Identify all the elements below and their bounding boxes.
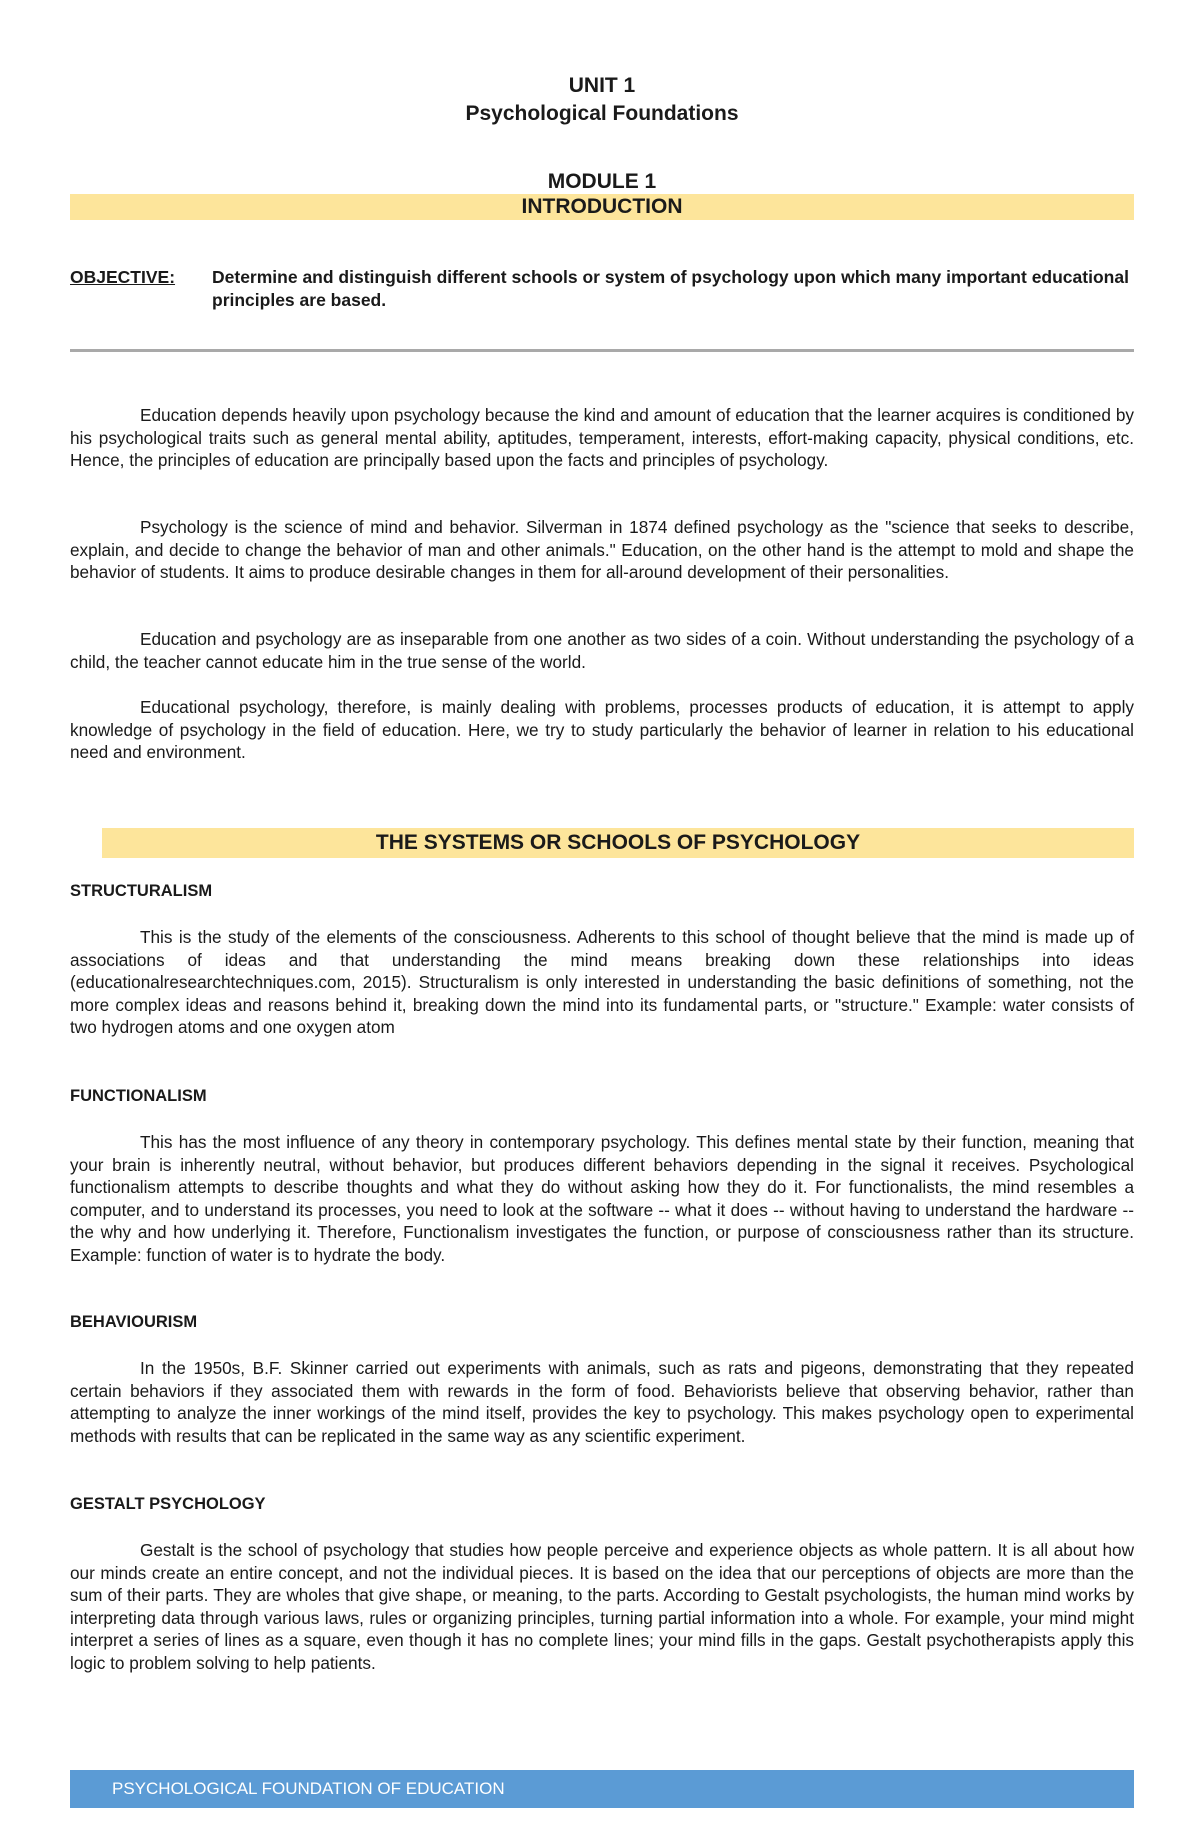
module-number: MODULE 1 <box>547 170 657 193</box>
document-page <box>70 0 1134 1835</box>
section-heading-structuralism: STRUCTURALISM <box>70 882 213 900</box>
intro-paragraph-2: Psychology is the science of mind and behavior. Silverman in 1874 defined psychology as the "science that seeks to describe, explain, and decide to change the behavior of man and other animals." Education, on the other hand is the attempt to mold and shape the behavior of students. It aims to produce desirable changes in them for all-around development of their personalities. <box>70 517 1134 583</box>
section-heading-behaviourism: BEHAVIOURISM <box>70 1313 198 1331</box>
section-text-functionalism: This has the most influence of any theory in contemporary psychology. This defines mental state by their function, meaning that your brain is inherently neutral, without behavior, but produces different behaviors depending in the signal it receives. Psychological functionalism attempts to describe thoughts and what they do without asking how they do it. For functionalists, the mind resembles a computer, and to understand its processes, you need to look at the software -- what it does -- without having to understand the hardware -- the why and how underlying it. Therefore, Functionalism investigates the function, or purpose of consciousness rather than its structure. Example: function of water is to hydrate the body. <box>70 1132 1134 1265</box>
footer-text: PSYCHOLOGICAL FOUNDATION OF EDUCATION <box>112 1779 505 1798</box>
section-heading-gestalt: GESTALT PSYCHOLOGY <box>70 1495 266 1513</box>
section-text-gestalt: Gestalt is the school of psychology that studies how people perceive and experience objects as whole pattern. It is all about how our minds create an entire concept, and not the individual pieces. It is based on the idea that our perceptions of objects are more than the sum of their parts. They are wholes that give shape, or meaning, to the parts. According to Gestalt psychologists, the human mind works by interpreting data through various laws, rules or organizing principles, turning partial information into a whole. For example, your mind might interpret a series of lines as a square, even though it has no complete lines; your mind fills in the gaps. Gestalt psychotherapists apply this logic to problem solving to help patients. <box>70 1540 1134 1673</box>
objective-label: OBJECTIVE: <box>70 267 176 287</box>
unit-header <box>70 72 1134 128</box>
objective-block <box>70 266 1134 312</box>
objective-text: Determine and distinguish different schools or system of psychology upon which many important educational principles are based. <box>212 267 1129 310</box>
section-text-structuralism: This is the study of the elements of the consciousness. Adherents to this school of thought believe that the mind is made up of associations of ideas and that understanding the mind means breaking down these relationships into ideas (educationalresearchtechniques.com, 2015). Structuralism is only interested in understanding the basic definitions of something, not the more complex ideas and reasons behind it, breaking down the mind into its fundamental parts, or "structure." Example: water consists of two hydrogen atoms and one oxygen atom <box>70 927 1134 1038</box>
intro-paragraph-3: Education and psychology are as inseparable from one another as two sides of a coin. Without understanding the psychology of a child, the teacher cannot educate him in the true sense of the world. <box>70 629 1134 672</box>
intro-paragraph-1: Education depends heavily upon psychology because the kind and amount of education that the learner acquires is conditioned by his psychological traits such as general mental ability, aptitudes, temperament, interests, effort-making capacity, physical conditions, etc. Hence, the principles of education are principally based upon the facts and principles of psychology. <box>70 405 1134 471</box>
section-divider <box>70 349 1134 352</box>
unit-number: UNIT 1 <box>568 74 636 97</box>
systems-title-band: THE SYSTEMS OR SCHOOLS OF PSYCHOLOGY <box>102 828 1134 858</box>
unit-title: Psychological Foundations <box>465 102 739 125</box>
section-heading-functionalism: FUNCTIONALISM <box>70 1087 207 1105</box>
section-text-behaviourism: In the 1950s, B.F. Skinner carried out experiments with animals, such as rats and pigeons, demonstrating that they repeated certain behaviors if they associated them with rewards in the form of food. Behaviorists believe that observing behavior, rather than attempting to analyze the inner workings of the mind itself, provides the key to psychology. This makes psychology open to experimental methods with results that can be replicated in the same way as any scientific experiment. <box>70 1358 1134 1446</box>
page-footer <box>70 1770 1134 1808</box>
intro-paragraph-4: Educational psychology, therefore, is mainly dealing with problems, processes products of education, it is attempt to apply knowledge of psychology in the field of education. Here, we try to study particularly the behavior of learner in relation to his educational need and environment. <box>70 697 1134 763</box>
module-title-band: INTRODUCTION <box>70 194 1134 220</box>
